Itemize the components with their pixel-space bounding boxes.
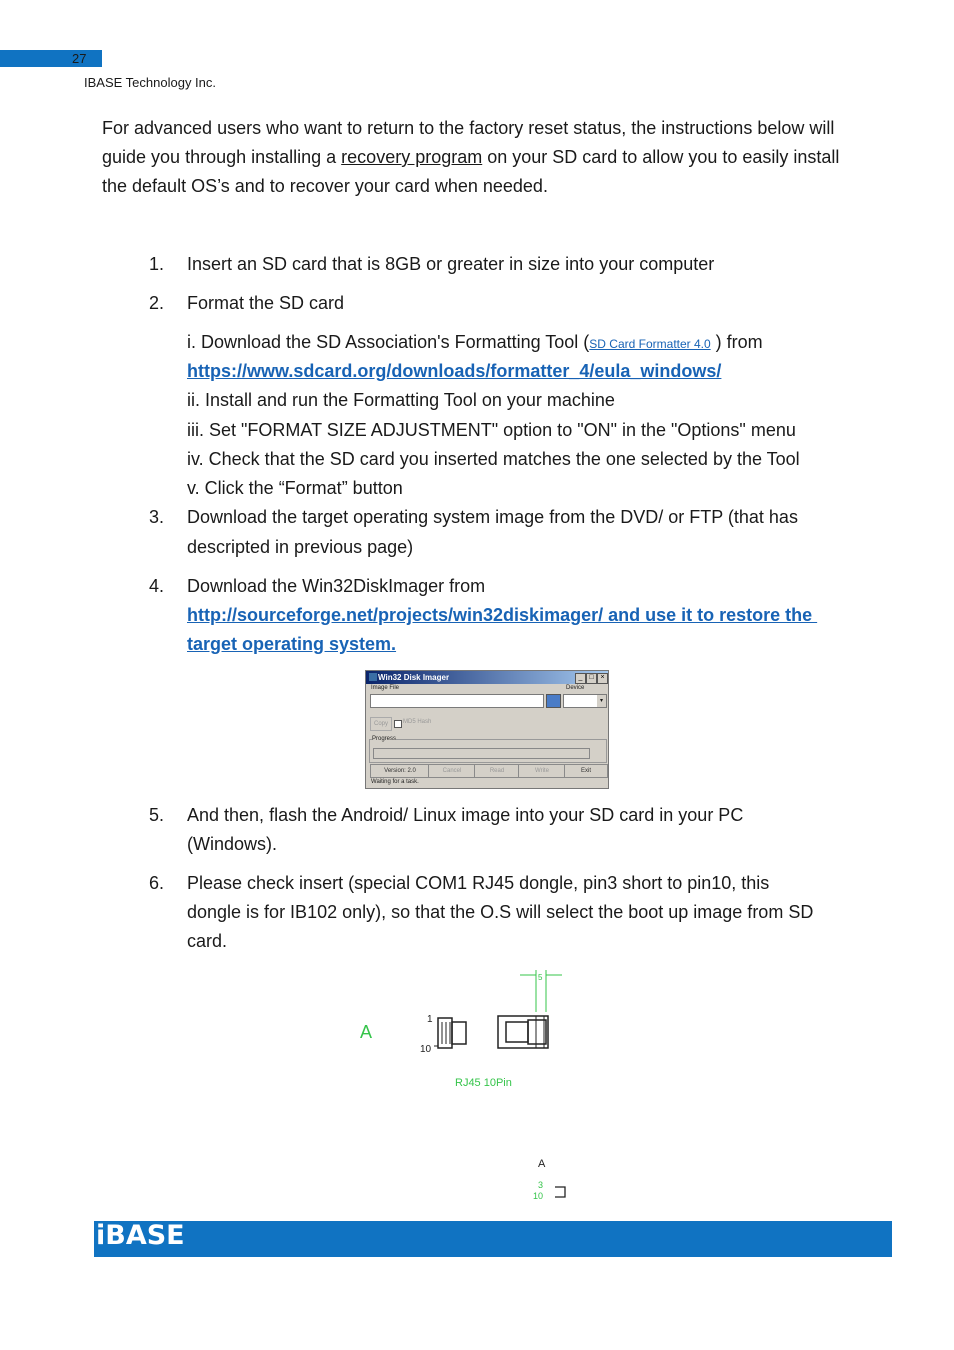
step-6-number: 6. xyxy=(149,873,165,893)
pin-diagram-label-a: A xyxy=(538,1158,546,1170)
version-label: Version: 2.0 xyxy=(370,764,430,778)
win32diskimager-link-line-1[interactable]: http://sourceforge.net/projects/win32diskimager/ and use it to restore the xyxy=(187,605,818,625)
step-6-line-1: Please check insert (special COM1 RJ45 dongle, pin3 short to pin10, this xyxy=(187,873,770,893)
app-icon xyxy=(369,673,377,681)
exit-button[interactable]: Exit xyxy=(564,764,608,778)
step-2-substep-v: v. Click the “Format” button xyxy=(187,478,403,498)
minimize-icon[interactable]: _ xyxy=(575,673,586,684)
status-text: Waiting for a task. xyxy=(371,779,419,785)
win32-disk-imager-window xyxy=(365,670,609,789)
maximize-icon[interactable]: □ xyxy=(586,673,597,684)
step-2-text: Format the SD card xyxy=(187,293,345,313)
page-number-bar xyxy=(0,50,102,67)
step-5-line-2: (Windows). xyxy=(187,834,278,854)
dimension-label: 5 xyxy=(538,973,543,982)
win32diskimager-link-line-2[interactable]: target operating system. xyxy=(187,634,397,654)
close-icon[interactable]: × xyxy=(597,673,608,684)
device-select[interactable] xyxy=(563,694,607,708)
intro-text-before: For advanced users who want to return to the factory reset status, the instructions below will guide you through installing a xyxy=(102,118,835,167)
substep-i-before: i. Download the SD Association's Formatting Tool ( xyxy=(187,332,590,352)
progress-bar xyxy=(373,748,590,759)
step-5-line-1: And then, flash the Android/ Linux image into your SD card in your PC xyxy=(187,805,744,825)
sd-card-formatter-link[interactable]: SD Card Formatter 4.0 xyxy=(589,337,711,351)
pin-10b-label: 10 xyxy=(533,1191,544,1201)
step-1-text: Insert an SD card that is 8GB or greater in size into your computer xyxy=(187,254,715,274)
md5-label: MD5 Hash xyxy=(403,719,432,725)
read-button[interactable]: Read xyxy=(474,764,520,778)
recovery-program-link[interactable]: recovery program xyxy=(341,147,483,167)
write-button[interactable]: Write xyxy=(518,764,566,778)
step-2-substep-ii: ii. Install and run the Formatting Tool on your machine xyxy=(187,390,615,410)
cancel-button[interactable]: Cancel xyxy=(428,764,476,778)
page-number: 27 xyxy=(72,51,87,66)
copy-button[interactable]: Copy xyxy=(370,717,392,731)
footer-bar xyxy=(94,1221,892,1257)
step-6-line-2: dongle is for IB102 only), so that the O.S will select the boot up image from SD xyxy=(187,902,814,922)
step-4-number: 4. xyxy=(149,576,165,596)
pin-1-label: 1 xyxy=(427,1014,433,1025)
intro-text-after: on your SD card to allow you to easily install the default OS’s and to recover your card when needed. xyxy=(102,147,840,196)
step-2-substep-iv: iv. Check that the SD card you inserted matches the one selected by the Tool xyxy=(187,449,800,469)
step-5-number: 5. xyxy=(149,805,165,825)
step-2-substep-iii: iii. Set "FORMAT SIZE ADJUSTMENT" option to "ON" in the "Options" menu xyxy=(187,420,796,440)
dimension-marker xyxy=(520,970,562,1012)
window-title: Win32 Disk Imager xyxy=(378,673,450,682)
ibase-logo: iBASE xyxy=(96,1220,185,1251)
folder-browse-icon[interactable] xyxy=(546,694,561,708)
diagram-label-a: A xyxy=(360,1022,373,1042)
device-label: Device xyxy=(566,685,585,691)
image-file-input[interactable] xyxy=(370,694,544,708)
rj45-caption: RJ45 10Pin xyxy=(455,1077,512,1089)
step-1-number: 1. xyxy=(149,254,165,274)
window-title-bar xyxy=(366,671,608,684)
rj45-front-icon xyxy=(434,1018,466,1048)
pin-short-icon xyxy=(555,1187,565,1197)
pin-10-label: 10 xyxy=(420,1044,432,1055)
step-3-line-2: descripted in previous page) xyxy=(187,537,414,557)
step-4-text: Download the Win32DiskImager from xyxy=(187,576,486,596)
chevron-down-icon: ▾ xyxy=(597,695,606,707)
progress-group xyxy=(369,736,607,763)
intro-paragraph xyxy=(102,114,862,201)
step-2-substep-i xyxy=(187,328,763,359)
md5-checkbox[interactable] xyxy=(394,720,402,728)
step-6-line-3: card. xyxy=(187,931,228,951)
pin-3-label: 3 xyxy=(538,1180,544,1190)
progress-label: Progress xyxy=(372,736,397,742)
substep-i-after: ) from xyxy=(710,332,763,352)
rj45-side-icon xyxy=(498,1016,548,1048)
step-3-number: 3. xyxy=(149,507,165,527)
sdcard-formatter-url[interactable]: https://www.sdcard.org/downloads/formatter_4/eula_windows/ xyxy=(187,361,722,381)
step-3-line-1: Download the target operating system image from the DVD/ or FTP (that has xyxy=(187,507,798,527)
step-2-number: 2. xyxy=(149,293,165,313)
rj45-diagram xyxy=(350,960,590,1210)
image-file-label: Image File xyxy=(371,685,400,691)
company-name: IBASE Technology Inc. xyxy=(84,75,217,90)
